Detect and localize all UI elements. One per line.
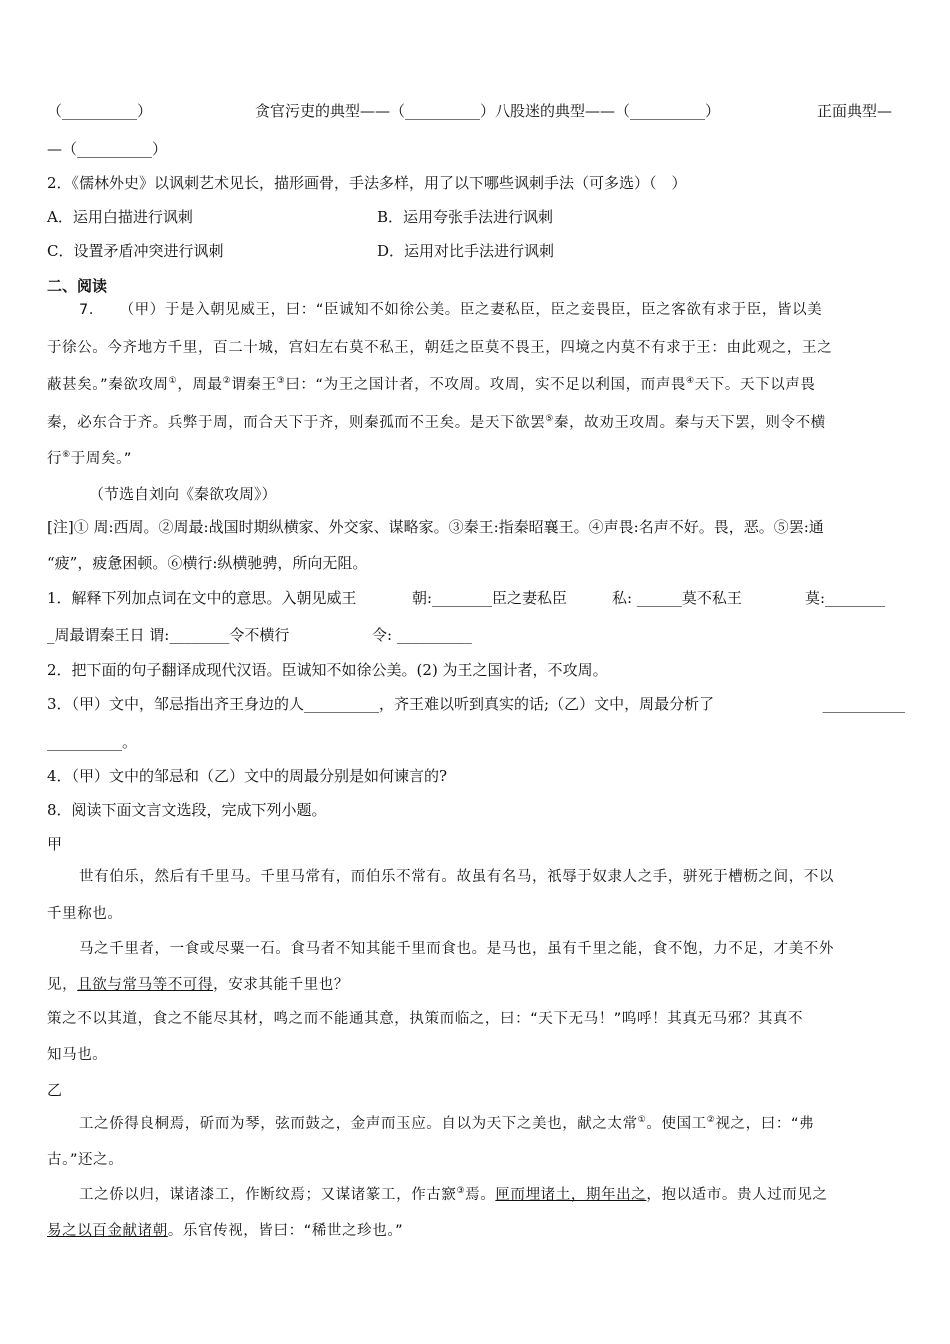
q8-jia-p2-line1: 马之千里者，一食或尽粟一石。食马者不知其能千里而食也。是马也，虽有千里之能，食不饱，力不足，才美不外 (79, 941, 834, 957)
footnote-marker-yi-2: ② (706, 1115, 716, 1125)
q7-sub1-prompt: 1．解释下列加点词在文中的意思。入朝见威王 (47, 589, 357, 607)
q8-jia-p3-line2: 知马也。 (47, 1047, 108, 1063)
q7-sub3-text: 3．（甲）文中，邹忌指出齐王身边的人__________，齐王难以听到真实的话;（乙）文中，周最分析了 (47, 695, 715, 713)
footnote-marker-yi-1: ① (637, 1115, 647, 1125)
footnote-marker-6: ⑥ (62, 450, 71, 460)
q7-passage-line4 (47, 413, 826, 433)
q7-source: （节选自刘向《秦欲攻周》） (89, 485, 277, 503)
q8-p2-seg-b: ，安求其能千里也？ (213, 977, 350, 993)
q2-option-d[interactable]: D．运用对比手法进行讽刺 (377, 242, 555, 260)
q8-p4-seg-b: 。使国工 (646, 1116, 707, 1132)
q7-sub1-line2 (47, 625, 472, 645)
q7-note-line2: “疲”，疲惫困顿。⑥横行:纵横驰骋，所向无阻。 (47, 554, 368, 572)
q7-l4-seg-b: 秦，故劝王攻周。秦与天下罢，则令不横 (553, 415, 826, 431)
q7-sub3-blank: ___________ (822, 695, 905, 713)
q2-option-b[interactable]: B．运用夸张手法进行讽刺 (377, 208, 554, 226)
footnote-marker-5: ⑤ (545, 414, 554, 424)
q7-passage-line1 (79, 300, 822, 320)
q7-l5-seg-a: 行 (47, 451, 63, 467)
q2-option-a[interactable]: A．运用白描进行讽刺 (47, 208, 193, 226)
q7-sub1-line1 (47, 588, 886, 608)
q8-p4-seg-a: 工之侨得良桐焉，斫而为琴，弦而鼓之，金声而玉应。自以为天下之美也，献之太常 (79, 1116, 638, 1132)
q7-passage-line5 (47, 449, 132, 469)
q7-l5-seg-b: 于周矣。” (70, 451, 133, 467)
q8-label-yi: 乙 (47, 1081, 63, 1099)
q8-p5-seg-d: 。乐官传视，皆曰：“稀世之珍也。” (167, 1223, 404, 1239)
q1-blanks-line1 (47, 101, 152, 121)
underlined-sentence-3: 易之以百金献诸朝 (47, 1223, 168, 1239)
q7-passage-line3 (47, 375, 816, 395)
q1-blanks-line2 (47, 139, 167, 159)
q7-l3-seg-c: 谓秦王 (231, 377, 277, 393)
q8-label-jia: 甲 (47, 835, 63, 853)
q7-sub1-blank-chao: 朝:________臣之妻私臣 (412, 589, 568, 607)
footnote-marker-1: ① (168, 376, 178, 386)
q8-p5-seg-c: ，抱以适市。贵人过而见之 (646, 1187, 828, 1203)
q7-sub1-blank-si: 私: ______莫不私王 (612, 589, 742, 607)
underlined-sentence-2: 匣而埋诸土，期年出之 (495, 1187, 647, 1203)
q7-l3-seg-a: 蔽甚矣。”秦欲攻周 (47, 377, 169, 393)
q8-stem: 8．阅读下面文言文选段，完成下列小题。 (47, 801, 327, 819)
q7-sub3-line1 (47, 694, 905, 714)
q2-option-row1 (47, 207, 554, 227)
q1-blanks-line1-mid (255, 101, 720, 121)
footnote-marker-yi-3: ③ (456, 1186, 466, 1196)
q2-option-c[interactable]: C．设置矛盾冲突进行讽刺 (47, 242, 224, 260)
q8-yi-p5-line2 (47, 1221, 403, 1241)
underlined-sentence-1: 且欲与常马等不可得 (77, 977, 214, 993)
q8-yi-p5-line1 (47, 1185, 828, 1205)
q7-l4-seg-a: 秦，必东合于齐。兵弊于周，而合天下于齐，则秦孤而不王矣。是天下欲罢 (47, 415, 546, 431)
q2-stem: 2．《儒林外史》以讽刺艺术见长，描形画骨，手法多样，用了以下哪些讽刺手法（可多选）（ ） (47, 174, 687, 192)
q7-sub1-blank-ling: 令: __________ (372, 626, 472, 644)
q7-l3-seg-b: ，周最 (177, 377, 223, 393)
q7-sub1-blank-mo: 莫:________ (805, 589, 886, 607)
q2-option-row2 (47, 241, 555, 261)
q1-blanks-line1-end (817, 101, 892, 121)
q8-yi-p4-line2: 古。”还之。 (47, 1152, 124, 1168)
q8-jia-p1-line1: 世有伯乐，然后有千里马。千里马常有，而伯乐不常有。故虽有名马，祇辱于奴隶人之手，骈死于槽枥之间，不以 (79, 869, 834, 885)
q7-sub3-line2: __________。 (47, 733, 138, 751)
q7-sub2: 2．把下面的句子翻译成现代汉语。臣诚知不如徐公美。(2) 为王之国计者，不攻周。 (47, 661, 608, 679)
q7-sub1-blank-wei: _周最谓秦王日 谓:________令不横行 (47, 626, 290, 644)
q8-jia-p1-line2: 千里称也。 (47, 906, 123, 922)
footnote-marker-3: ③ (276, 376, 286, 386)
q7-note-line1: [注]① 周:西周。②周最:战国时期纵横家、外交家、谋略家。③秦王:指秦昭襄王。④声畏:名声不好。畏，恶。⑤罢:通 (47, 518, 824, 536)
q1-blank-b: 贪官污吏的典型——（__________）八股迷的典型——（__________） (255, 102, 721, 120)
q7-passage-text: （甲）于是入朝见威王，曰：“臣诚知不如徐公美。臣之妻私臣，臣之妾畏臣，臣之客欲有求于臣，皆以美 (119, 302, 823, 318)
q7-l3-seg-e: 天下。天下以声畏 (694, 377, 816, 393)
q8-p2-seg-a: 见， (47, 977, 78, 993)
q1-blank-a: （__________） (47, 102, 153, 120)
q1-blank-d: —（__________） (47, 140, 168, 158)
q8-p5-seg-a: 工之侨以归，谋诸漆工，作断纹焉；又谋诸篆工，作古窾 (79, 1187, 457, 1203)
q8-p4-seg-c: 视之，曰：“弗 (715, 1116, 815, 1132)
q1-blank-c: 正面典型— (817, 102, 893, 120)
q8-jia-p3-line1: 策之不以其道，食之不能尽其材，鸣之而不能通其意，执策而临之，曰：“天下无马！”呜呼！其真无马邪？其真不 (47, 1011, 804, 1027)
q7-passage-line2: 于徐公。今齐地方千里，百二十城，宫妇左右莫不私王，朝廷之臣莫不畏王，四境之内莫不有求于王：由此观之，王之 (47, 340, 833, 356)
q8-p5-seg-b: 焉。 (465, 1187, 496, 1203)
q7-l3-seg-d: 曰：“为王之国计者，不攻周。攻周，实不足以利国，而声畏 (285, 377, 687, 393)
footnote-marker-2: ② (222, 376, 232, 386)
section-title: 二、阅读 (47, 277, 108, 295)
q8-yi-p4-line1 (47, 1114, 814, 1134)
q8-jia-p2-line2 (47, 975, 349, 995)
q7-number: 7． (79, 302, 104, 318)
q7-sub4: 4．（甲）文中的邹忌和（乙）文中的周最分别是如何谏言的? (47, 767, 448, 785)
footnote-marker-4: ④ (686, 376, 695, 386)
